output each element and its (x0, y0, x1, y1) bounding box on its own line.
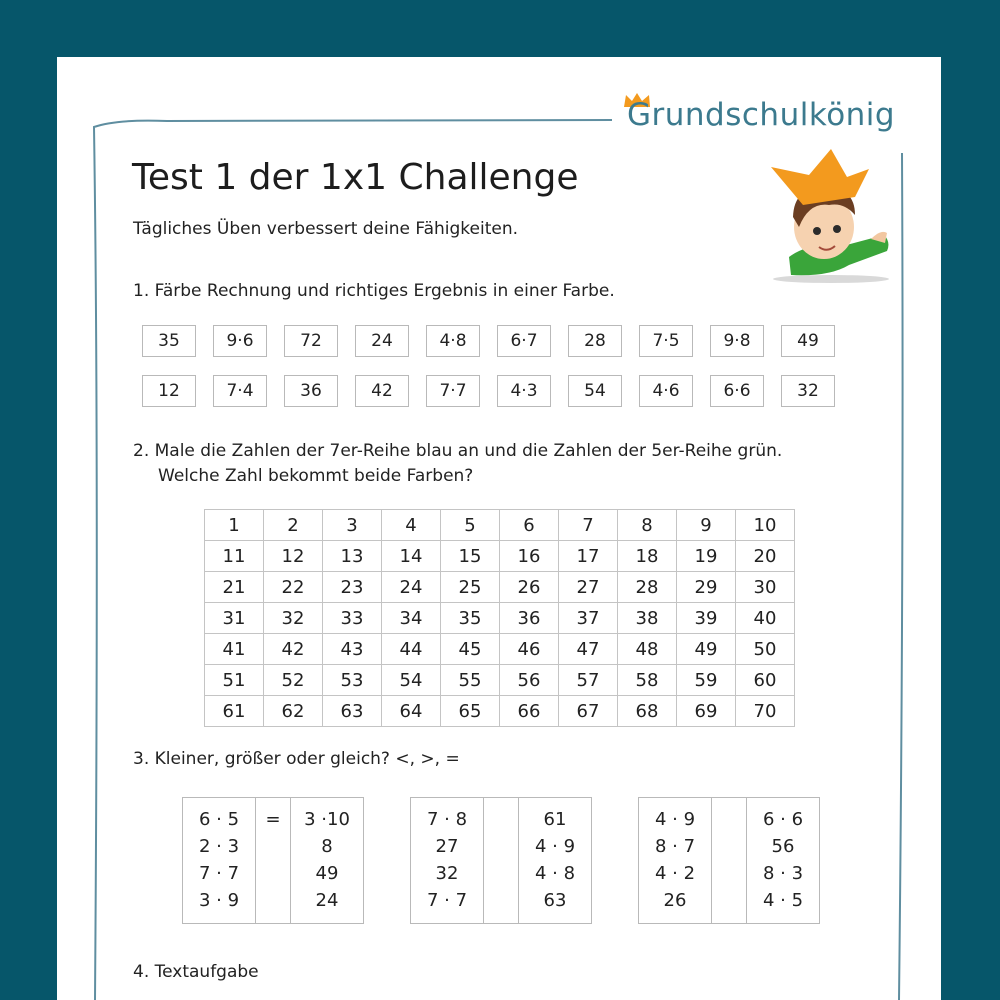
comparison-term: 3 · 9 (198, 890, 240, 911)
task-box[interactable]: 24 (355, 325, 409, 357)
number-cell[interactable]: 66 (500, 696, 559, 727)
number-cell[interactable]: 22 (264, 572, 323, 603)
hundred-chart-row (205, 665, 795, 696)
task-box[interactable]: 12 (142, 375, 196, 407)
comparison-mid-column[interactable] (256, 798, 291, 923)
number-cell[interactable]: 48 (618, 634, 677, 665)
number-cell[interactable]: 13 (323, 541, 382, 572)
number-cell[interactable]: 67 (559, 696, 618, 727)
number-cell[interactable]: 29 (677, 572, 736, 603)
number-cell[interactable]: 37 (559, 603, 618, 634)
task-box[interactable]: 54 (568, 375, 622, 407)
number-cell[interactable]: 39 (677, 603, 736, 634)
number-cell[interactable]: 62 (264, 696, 323, 727)
number-cell[interactable]: 27 (559, 572, 618, 603)
comparison-term: 4 · 8 (534, 863, 576, 884)
number-cell[interactable]: 43 (323, 634, 382, 665)
comparison-term: 61 (543, 809, 567, 830)
number-cell[interactable]: 15 (441, 541, 500, 572)
kid-with-crown-illustration (769, 147, 899, 287)
number-cell[interactable]: 50 (736, 634, 795, 665)
number-cell[interactable]: 65 (441, 696, 500, 727)
number-cell[interactable]: 12 (264, 541, 323, 572)
number-cell[interactable]: 59 (677, 665, 736, 696)
comparison-box-2 (410, 797, 592, 924)
number-cell[interactable]: 34 (382, 603, 441, 634)
number-cell[interactable]: 45 (441, 634, 500, 665)
task-box[interactable]: 4·6 (639, 375, 693, 407)
number-cell[interactable]: 63 (323, 696, 382, 727)
comparison-term: 63 (543, 890, 567, 911)
number-cell[interactable]: 61 (205, 696, 264, 727)
comparison-term: 3 ·10 (304, 809, 350, 830)
number-cell[interactable]: 20 (736, 541, 795, 572)
number-cell[interactable]: 64 (382, 696, 441, 727)
comparison-term: 27 (435, 836, 459, 857)
number-cell[interactable]: 35 (441, 603, 500, 634)
number-cell[interactable]: 46 (500, 634, 559, 665)
hundred-chart-row (205, 541, 795, 572)
task-box[interactable]: 32 (781, 375, 835, 407)
number-cell[interactable]: 30 (736, 572, 795, 603)
hundred-chart (204, 509, 795, 727)
number-cell[interactable]: 70 (736, 696, 795, 727)
number-cell[interactable]: 54 (382, 665, 441, 696)
number-cell[interactable]: 44 (382, 634, 441, 665)
task-box[interactable]: 4·8 (426, 325, 480, 357)
comparison-term: 56 (771, 836, 795, 857)
task-box[interactable]: 6·7 (497, 325, 551, 357)
task-box[interactable]: 72 (284, 325, 338, 357)
number-cell[interactable]: 51 (205, 665, 264, 696)
number-cell[interactable]: 49 (677, 634, 736, 665)
brand-logo: Grundschulkönig (627, 97, 896, 133)
comparison-term: 26 (663, 890, 687, 911)
number-cell[interactable]: 36 (500, 603, 559, 634)
number-cell[interactable]: 47 (559, 634, 618, 665)
comparison-right-column (519, 798, 591, 923)
hundred-chart-row (205, 634, 795, 665)
page-subtitle: Tägliches Üben verbessert deine Fähigkeiten. (133, 219, 519, 239)
number-cell[interactable]: 5 (441, 510, 500, 541)
number-cell[interactable]: 11 (205, 541, 264, 572)
comparison-mid-column[interactable] (712, 798, 747, 923)
hundred-chart-row (205, 572, 795, 603)
number-cell[interactable]: 33 (323, 603, 382, 634)
comparison-left-column (639, 798, 712, 923)
number-cell[interactable]: 56 (500, 665, 559, 696)
number-cell[interactable]: 58 (618, 665, 677, 696)
number-cell[interactable]: 19 (677, 541, 736, 572)
number-cell[interactable]: 25 (441, 572, 500, 603)
comparison-term: 6 · 5 (198, 809, 240, 830)
comparison-term: 6 · 6 (762, 809, 804, 830)
number-cell[interactable]: 6 (500, 510, 559, 541)
comparison-box-3 (638, 797, 820, 924)
comparison-mid-column[interactable] (484, 798, 519, 923)
comparison-term: 8 · 3 (762, 863, 804, 884)
comparison-term: 32 (435, 863, 459, 884)
task-box[interactable]: 42 (355, 375, 409, 407)
comparison-right-column (747, 798, 819, 923)
task-box[interactable]: 28 (568, 325, 622, 357)
number-cell[interactable]: 21 (205, 572, 264, 603)
comparison-term: 4 · 5 (762, 890, 804, 911)
number-cell[interactable]: 38 (618, 603, 677, 634)
number-cell[interactable]: 10 (736, 510, 795, 541)
number-cell[interactable]: 1 (205, 510, 264, 541)
number-cell[interactable]: 60 (736, 665, 795, 696)
question-1-row-2 (142, 375, 835, 407)
number-cell[interactable]: 24 (382, 572, 441, 603)
comparison-term: 7 · 8 (426, 809, 468, 830)
task-box[interactable]: 9·8 (710, 325, 764, 357)
task-box[interactable]: 7·7 (426, 375, 480, 407)
question-3-text: 3. Kleiner, größer oder gleich? <, >, = (133, 749, 460, 769)
comparison-box-1 (182, 797, 364, 924)
task-box[interactable]: 49 (781, 325, 835, 357)
page-title: Test 1 der 1x1 Challenge (132, 157, 579, 198)
question-2-text-line-2: Welche Zahl bekommt beide Farben? (158, 466, 474, 486)
number-cell[interactable]: 32 (264, 603, 323, 634)
number-cell[interactable]: 14 (382, 541, 441, 572)
comparison-term: 24 (315, 890, 339, 911)
comparison-term: 4 · 9 (534, 836, 576, 857)
number-cell[interactable]: 52 (264, 665, 323, 696)
comparison-left-column (183, 798, 256, 923)
number-cell[interactable]: 9 (677, 510, 736, 541)
comparison-term: 4 · 2 (654, 863, 696, 884)
task-box[interactable]: 6·6 (710, 375, 764, 407)
number-cell[interactable]: 16 (500, 541, 559, 572)
number-cell[interactable]: 8 (618, 510, 677, 541)
question-1-text: 1. Färbe Rechnung und richtiges Ergebnis in einer Farbe. (133, 281, 615, 301)
number-cell[interactable]: 41 (205, 634, 264, 665)
number-cell[interactable]: 7 (559, 510, 618, 541)
number-cell[interactable]: 4 (382, 510, 441, 541)
worksheet (57, 57, 941, 1000)
number-cell[interactable]: 3 (323, 510, 382, 541)
hundred-chart-row (205, 510, 795, 541)
number-cell[interactable]: 42 (264, 634, 323, 665)
number-cell[interactable]: 28 (618, 572, 677, 603)
task-box[interactable]: 7·5 (639, 325, 693, 357)
number-cell[interactable]: 2 (264, 510, 323, 541)
number-cell[interactable]: 53 (323, 665, 382, 696)
number-cell[interactable]: 55 (441, 665, 500, 696)
task-box[interactable]: 7·4 (213, 375, 267, 407)
task-box[interactable]: 36 (284, 375, 338, 407)
comparison-term: 8 (321, 836, 333, 857)
comparison-term: 2 · 3 (198, 836, 240, 857)
number-cell[interactable]: 57 (559, 665, 618, 696)
task-box[interactable]: 9·6 (213, 325, 267, 357)
comparison-left-column (411, 798, 484, 923)
comparison-term: 49 (315, 863, 339, 884)
hundred-chart-row (205, 696, 795, 727)
comparison-term: 7 · 7 (426, 890, 468, 911)
number-cell[interactable]: 31 (205, 603, 264, 634)
comparison-term: 8 · 7 (654, 836, 696, 857)
number-cell[interactable]: 26 (500, 572, 559, 603)
number-cell[interactable]: 69 (677, 696, 736, 727)
question-4-text: 4. Textaufgabe (133, 962, 259, 982)
number-cell[interactable]: 23 (323, 572, 382, 603)
comparison-term: 4 · 9 (654, 809, 696, 830)
number-cell[interactable]: 40 (736, 603, 795, 634)
number-cell[interactable]: 18 (618, 541, 677, 572)
comparison-right-column (291, 798, 363, 923)
question-1-row-1 (142, 325, 835, 357)
comparison-term: 7 · 7 (198, 863, 240, 884)
task-box[interactable]: 35 (142, 325, 196, 357)
number-cell[interactable]: 17 (559, 541, 618, 572)
task-box[interactable]: 4·3 (497, 375, 551, 407)
comparison-sign-slot[interactable]: = (265, 809, 281, 830)
question-2-text-line-1: 2. Male die Zahlen der 7er-Reihe blau an und die Zahlen der 5er-Reihe grün. (133, 441, 783, 461)
hundred-chart-row (205, 603, 795, 634)
number-cell[interactable]: 68 (618, 696, 677, 727)
